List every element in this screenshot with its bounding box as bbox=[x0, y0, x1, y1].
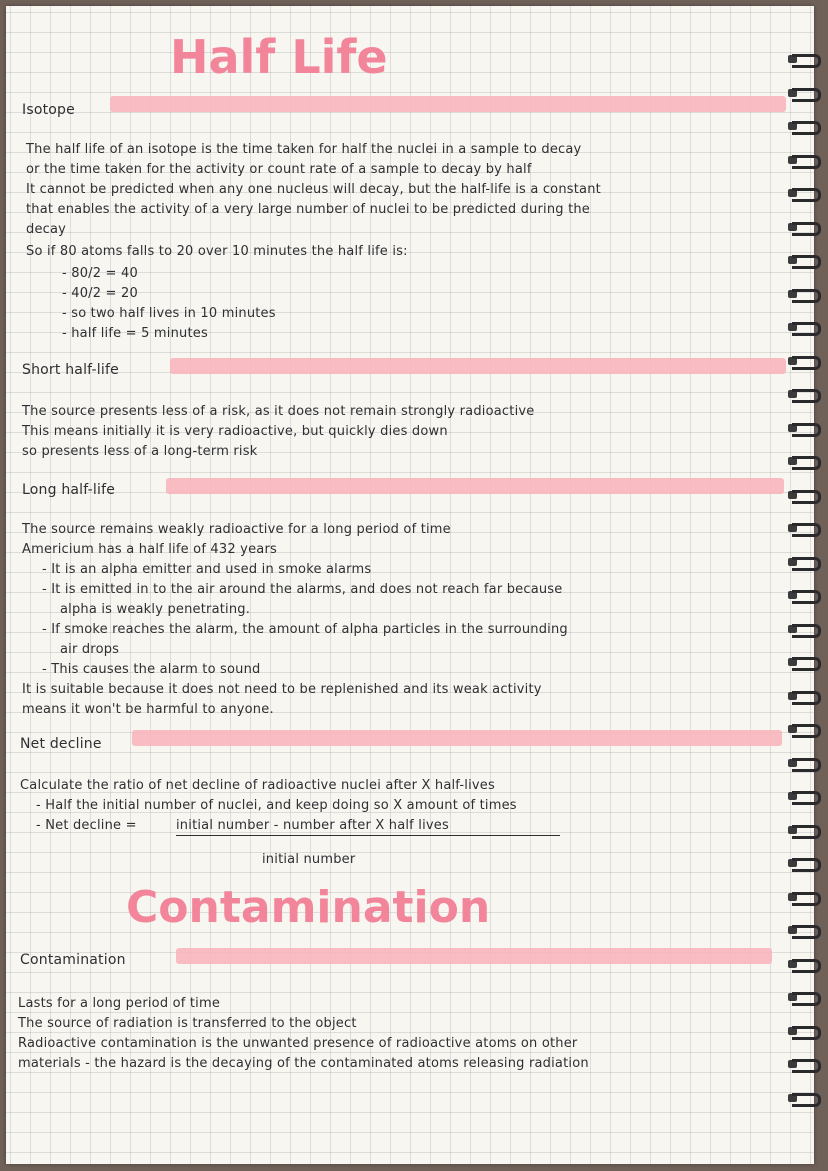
isotope-line: The half life of an isotope is the time taken for half the nuclei in a sample to decay bbox=[26, 142, 582, 157]
heading-net-decline: Net decline bbox=[20, 736, 102, 752]
long-line: The source remains weakly radioactive for a long period of time bbox=[22, 522, 451, 537]
spiral-binding bbox=[786, 52, 828, 1122]
long-line: air drops bbox=[60, 642, 120, 657]
heading-contamination: Contamination bbox=[20, 952, 126, 968]
net-formula-denominator: initial number bbox=[262, 852, 356, 867]
heading-short-half-life: Short half-life bbox=[22, 362, 119, 378]
highlight-bar-net bbox=[132, 730, 782, 746]
net-line: - Half the initial number of nuclei, and keep doing so X amount of times bbox=[36, 798, 517, 813]
spiral-coil bbox=[786, 890, 822, 904]
title-half-life: Half Life bbox=[170, 30, 388, 84]
long-line: - If smoke reaches the alarm, the amount of alpha particles in the surrounding bbox=[42, 622, 568, 637]
spiral-coil bbox=[786, 957, 822, 971]
spiral-coil bbox=[786, 153, 822, 167]
isotope-line: It cannot be predicted when any one nucleus will decay, but the half-life is a constant bbox=[26, 182, 601, 197]
spiral-coil bbox=[786, 655, 822, 669]
spiral-coil bbox=[786, 454, 822, 468]
long-line: Americium has a half life of 432 years bbox=[22, 542, 277, 557]
spiral-coil bbox=[786, 990, 822, 1004]
contamination-line: Radioactive contamination is the unwanted presence of radioactive atoms on other bbox=[18, 1036, 578, 1051]
spiral-coil bbox=[786, 320, 822, 334]
spiral-coil bbox=[786, 622, 822, 636]
highlight-bar-long bbox=[166, 478, 784, 494]
short-line: This means initially it is very radioactive, but quickly dies down bbox=[22, 424, 448, 439]
contamination-line: The source of radiation is transferred to the object bbox=[18, 1016, 357, 1031]
spiral-coil bbox=[786, 521, 822, 535]
long-line: alpha is weakly penetrating. bbox=[60, 602, 251, 617]
title-contamination: Contamination bbox=[126, 882, 491, 933]
spiral-coil bbox=[786, 488, 822, 502]
highlight-bar-short bbox=[170, 358, 786, 374]
contamination-line: materials - the hazard is the decaying of the contaminated atoms releasing radiation bbox=[18, 1056, 589, 1071]
isotope-step: - 80/2 = 40 bbox=[62, 266, 138, 281]
net-formula-prefix: - Net decline = bbox=[36, 818, 137, 833]
highlight-bar-isotope bbox=[110, 96, 786, 112]
heading-isotope: Isotope bbox=[22, 102, 75, 118]
spiral-coil bbox=[786, 689, 822, 703]
short-line: The source presents less of a risk, as it does not remain strongly radioactive bbox=[22, 404, 535, 419]
isotope-line: decay bbox=[26, 222, 67, 237]
net-formula-numerator: initial number - number after X half lives bbox=[176, 818, 449, 833]
short-line: so presents less of a long-term risk bbox=[22, 444, 258, 459]
spiral-coil bbox=[786, 856, 822, 870]
heading-long-half-life: Long half-life bbox=[22, 482, 116, 498]
fraction-bar bbox=[176, 835, 560, 836]
spiral-coil bbox=[786, 186, 822, 200]
spiral-coil bbox=[786, 119, 822, 133]
spiral-coil bbox=[786, 789, 822, 803]
spiral-coil bbox=[786, 588, 822, 602]
net-line: Calculate the ratio of net decline of radioactive nuclei after X half-lives bbox=[20, 778, 495, 793]
isotope-line: or the time taken for the activity or count rate of a sample to decay by half bbox=[26, 162, 532, 177]
spiral-coil bbox=[786, 555, 822, 569]
isotope-line: that enables the activity of a very large number of nuclei to be predicted during the bbox=[26, 202, 591, 217]
notebook-page bbox=[6, 6, 814, 1164]
spiral-coil bbox=[786, 1091, 822, 1105]
contamination-line: Lasts for a long period of time bbox=[18, 996, 221, 1011]
spiral-coil bbox=[786, 220, 822, 234]
isotope-step: - 40/2 = 20 bbox=[62, 286, 138, 301]
long-line: - It is an alpha emitter and used in smoke alarms bbox=[42, 562, 372, 577]
spiral-coil bbox=[786, 722, 822, 736]
long-line: - This causes the alarm to sound bbox=[42, 662, 261, 677]
spiral-coil bbox=[786, 387, 822, 401]
long-line: - It is emitted in to the air around the alarms, and does not reach far because bbox=[42, 582, 563, 597]
spiral-coil bbox=[786, 52, 822, 66]
spiral-coil bbox=[786, 1057, 822, 1071]
spiral-coil bbox=[786, 354, 822, 368]
isotope-step: - half life = 5 minutes bbox=[62, 326, 208, 341]
spiral-coil bbox=[786, 421, 822, 435]
spiral-coil bbox=[786, 823, 822, 837]
spiral-coil bbox=[786, 253, 822, 267]
spiral-coil bbox=[786, 86, 822, 100]
spiral-coil bbox=[786, 923, 822, 937]
spiral-coil bbox=[786, 756, 822, 770]
isotope-line: So if 80 atoms falls to 20 over 10 minutes the half life is: bbox=[26, 244, 408, 259]
spiral-coil bbox=[786, 287, 822, 301]
long-line: means it won't be harmful to anyone. bbox=[22, 702, 274, 717]
highlight-bar-contamination bbox=[176, 948, 772, 964]
long-line: It is suitable because it does not need to be replenished and its weak activity bbox=[22, 682, 542, 697]
isotope-step: - so two half lives in 10 minutes bbox=[62, 306, 276, 321]
spiral-coil bbox=[786, 1024, 822, 1038]
